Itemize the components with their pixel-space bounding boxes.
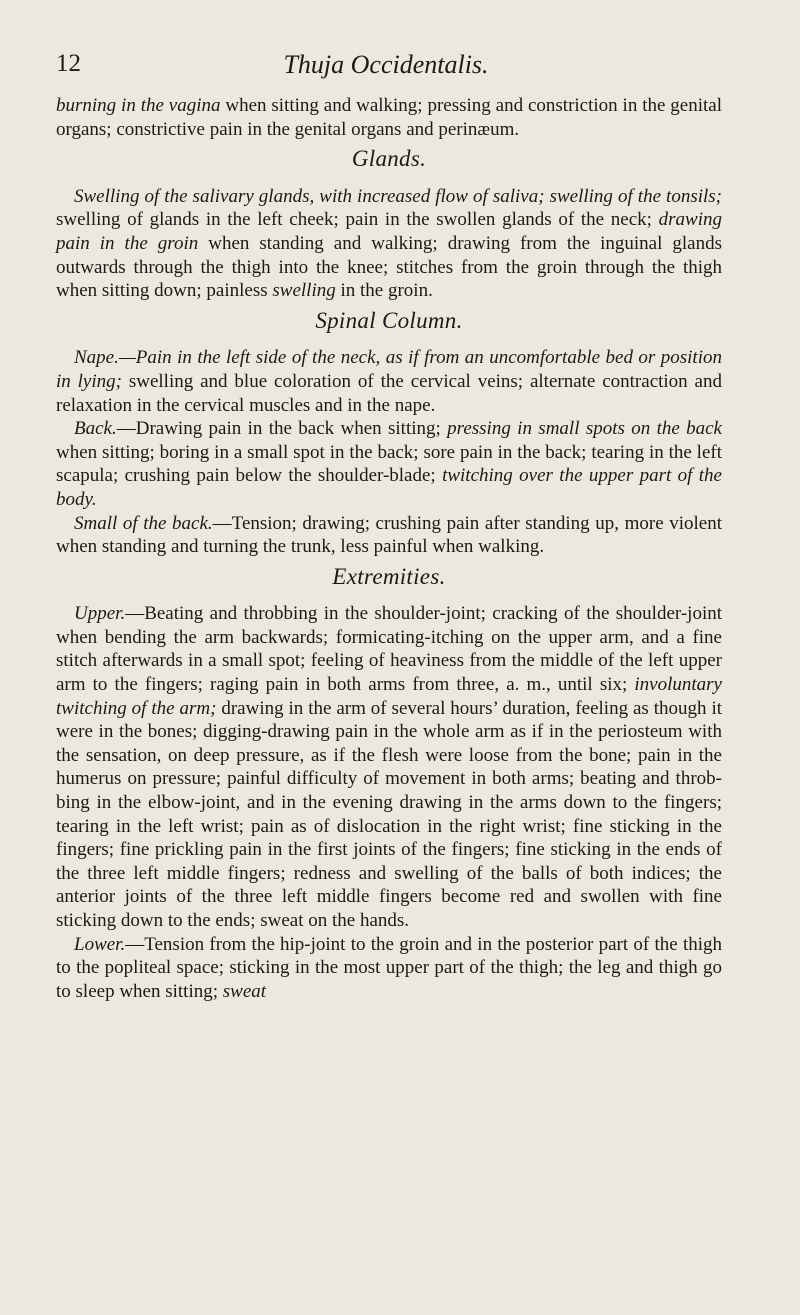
italic-text: burning in the vagina: [56, 95, 221, 116]
text-run: when standing and walking; drawing from the inguinal glands outwards through the thigh into the knee; stitches from the groin through the thigh when sitting down; painless: [56, 232, 722, 302]
section-heading: Extremities.: [332, 563, 446, 589]
text-run: drawing in the arm of several hours’ duration, feeling as though it were in the bones; digging-drawing pain in the whole arm as if in the periosteum with the sensation, on deep pressure, as if the flesh were loose from the bone; pain in the humerus on pressure; painful difficulty of movement in both arms; beating and throbbing in the elbow-joint, and in the evening drawing in the arms down to the fingers; tearing in the left wrist; pain as of dislocation in the right wrist; fine sticking in the fingers; fine prickling pain in the first joints of the fingers; fine sticking in the ends of the three left middle fingers; redness and swelling of the balls of both indices; the anterior joints of the three left middle fingers become red and swollen with fine sticking down to the ends; sweat on the hands.: [56, 697, 722, 931]
paragraph: [56, 185, 722, 303]
paragraph: [56, 933, 722, 1004]
italic-text: involuntary twitching of the arm;: [56, 674, 722, 719]
italic-text: swelling: [272, 280, 336, 302]
running-title: Thuja Occidentalis.: [283, 50, 489, 79]
text-run: when sitting and walking; pressing and constriction in the genital organs; constrictive pain in the genital organs and perinæum.: [56, 95, 722, 140]
italic-text: Swelling of the salivary glands, with increased flow of saliva; swelling of the tonsils;: [74, 185, 722, 207]
italic-text: Small of the back.: [74, 512, 213, 534]
page-number: 12: [56, 50, 81, 77]
italic-text: Nape.—Pain in the left side of the neck, as if from an uncomfortable bed or position in lying;: [56, 347, 722, 392]
text-run: swelling of glands in the left cheek; pain in the swollen glands of the neck;: [56, 209, 659, 231]
paragraph: [56, 346, 722, 417]
italic-text: Lower.: [74, 933, 126, 955]
section-heading: Glands.: [351, 146, 427, 172]
italic-text: Back.: [74, 418, 117, 440]
page-header: [56, 50, 716, 84]
paragraph: [56, 512, 722, 559]
text-run: when sitting; boring in a small spot in the back; sore pain in the back; tearing in the left scapula; crushing pain below the shoulder-blade;: [56, 441, 722, 487]
italic-text: pressing in small spots on the back: [447, 418, 722, 440]
text-run: —Drawing pain in the back when sitting;: [116, 418, 448, 440]
body-text: [56, 94, 722, 1003]
italic-text: twitching over the upper part of the body.: [56, 465, 722, 510]
text-run: —Tension from the hip-joint to the groin and in the posterior part of the thigh to the popliteal space; sticking in the most upper part of the thigh; the leg and thigh go to sleep when sitting;: [56, 933, 722, 1002]
italic-text: Upper.: [74, 603, 126, 625]
paragraph: [56, 602, 722, 932]
text-run: —Beating and throbbing in the shoulder-joint; cracking of the shoulder-joint when bending the arm backwards; formicating-itching on the upper arm, and a fine stitch afterwards in a small spot; feeling of heaviness from the middle of the left upper arm to the fingers; raging pain in both arms from three, a. m., until six;: [56, 603, 722, 696]
italic-text: sweat: [222, 980, 267, 1002]
text-run: —Tension; drawing; crushing pain after standing up, more violent when standing and turning the trunk, less painful when walking.: [56, 512, 723, 558]
text-run: swelling and blue coloration of the cervical veins; alternate contraction and relaxation in the cervical muscles and in the nape.: [56, 370, 722, 416]
paragraph: [56, 94, 722, 141]
section-heading: Spinal Column.: [315, 307, 463, 333]
text-run: in the groin.: [335, 280, 433, 302]
paragraph: [56, 417, 722, 511]
italic-text: drawing pain in the groin: [56, 209, 722, 254]
